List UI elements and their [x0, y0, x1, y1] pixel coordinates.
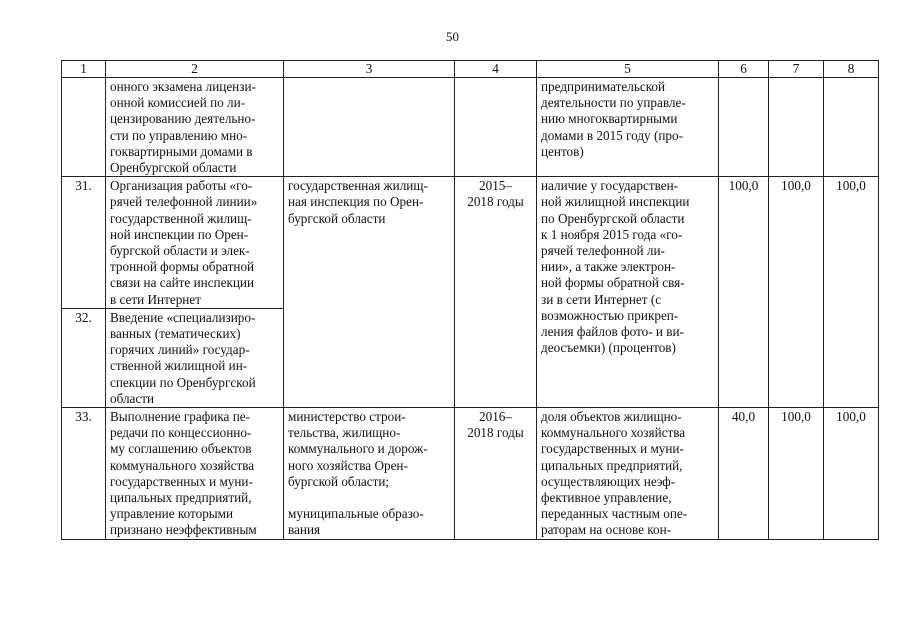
row31-number: 31. [62, 177, 106, 309]
row33-number: 33. [62, 408, 106, 540]
row31-value-6: 100,0 [719, 177, 769, 408]
row31-period: 2015– 2018 годы [455, 177, 537, 408]
row31-indicator: наличие у государствен- ной жилищной инспекции по Оренбургской области к 1 ноября 2015 года «го- рячей телефонной ли- нии», а также электрон- ной формы обратной свя- зи в сети Интернет (с возможностью прикреп- ления файлов фото- и ви- деосъемки) (процентов) [537, 177, 719, 408]
cont-indicator-cell: предпринимательской деятельности по управле- нию многоквартирными домами в 2015 году (про- центов) [537, 78, 719, 177]
row33-period: 2016– 2018 годы [455, 408, 537, 540]
row33-name: Выполнение графика пе- редачи по концессионно- му соглашению объектов коммунального хозяйства государственных и муни- ципальных предприятий, управление которыми признано неэффективным [106, 408, 284, 540]
row31-value-8: 100,0 [824, 177, 879, 408]
cont-executor-cell [284, 78, 455, 177]
row31-name: Организация работы «го- рячей телефонной линии» государственной жилищ- ной инспекции по Орен- бургской области и элек- тронной формы обратной связи на сайте инспекции в сети Интернет [106, 177, 284, 309]
header-col-7: 7 [769, 61, 824, 78]
table-row-33 [62, 408, 879, 540]
cont-period-cell [455, 78, 537, 177]
header-col-8: 8 [824, 61, 879, 78]
cont-name-cell: онного экзамена лицензи- онной комиссией по ли- цензированию деятельно- сти по управлению мно- гоквартирными домами в Оренбургской области [106, 78, 284, 177]
page-number: 50 [446, 29, 459, 44]
row33-value-6: 40,0 [719, 408, 769, 540]
row33-indicator: доля объектов жилищно- коммунального хозяйства государственных и муни- ципальных предприятий, осуществляющих неэф- фективное управление, переданных частным опе- раторам на основе кон- [537, 408, 719, 540]
row33-value-7: 100,0 [769, 408, 824, 540]
row31-executor: государственная жилищ- ная инспекция по Орен- бургской области [284, 177, 455, 408]
row33-executor: министерство строи- тельства, жилищно- коммунального и дорож- ного хозяйства Орен- бургской области; муниципальные образо- вания [284, 408, 455, 540]
table-row-continuation [62, 78, 879, 177]
header-col-5: 5 [537, 61, 719, 78]
table-header-row [62, 61, 879, 78]
header-col-3: 3 [284, 61, 455, 78]
table-row-31 [62, 177, 879, 309]
row31-value-7: 100,0 [769, 177, 824, 408]
cont-v8-cell [824, 78, 879, 177]
header-col-1: 1 [62, 61, 106, 78]
cont-v7-cell [769, 78, 824, 177]
header-col-6: 6 [719, 61, 769, 78]
row32-number: 32. [62, 308, 106, 407]
row33-value-8: 100,0 [824, 408, 879, 540]
cont-num-cell [62, 78, 106, 177]
header-col-4: 4 [455, 61, 537, 78]
row32-name: Введение «специализиро- ванных (тематических) горячих линий» государ- ственной жилищной ин- спекции по Оренбургской области [106, 308, 284, 407]
header-col-2: 2 [106, 61, 284, 78]
cont-v6-cell [719, 78, 769, 177]
measures-table [61, 60, 879, 540]
